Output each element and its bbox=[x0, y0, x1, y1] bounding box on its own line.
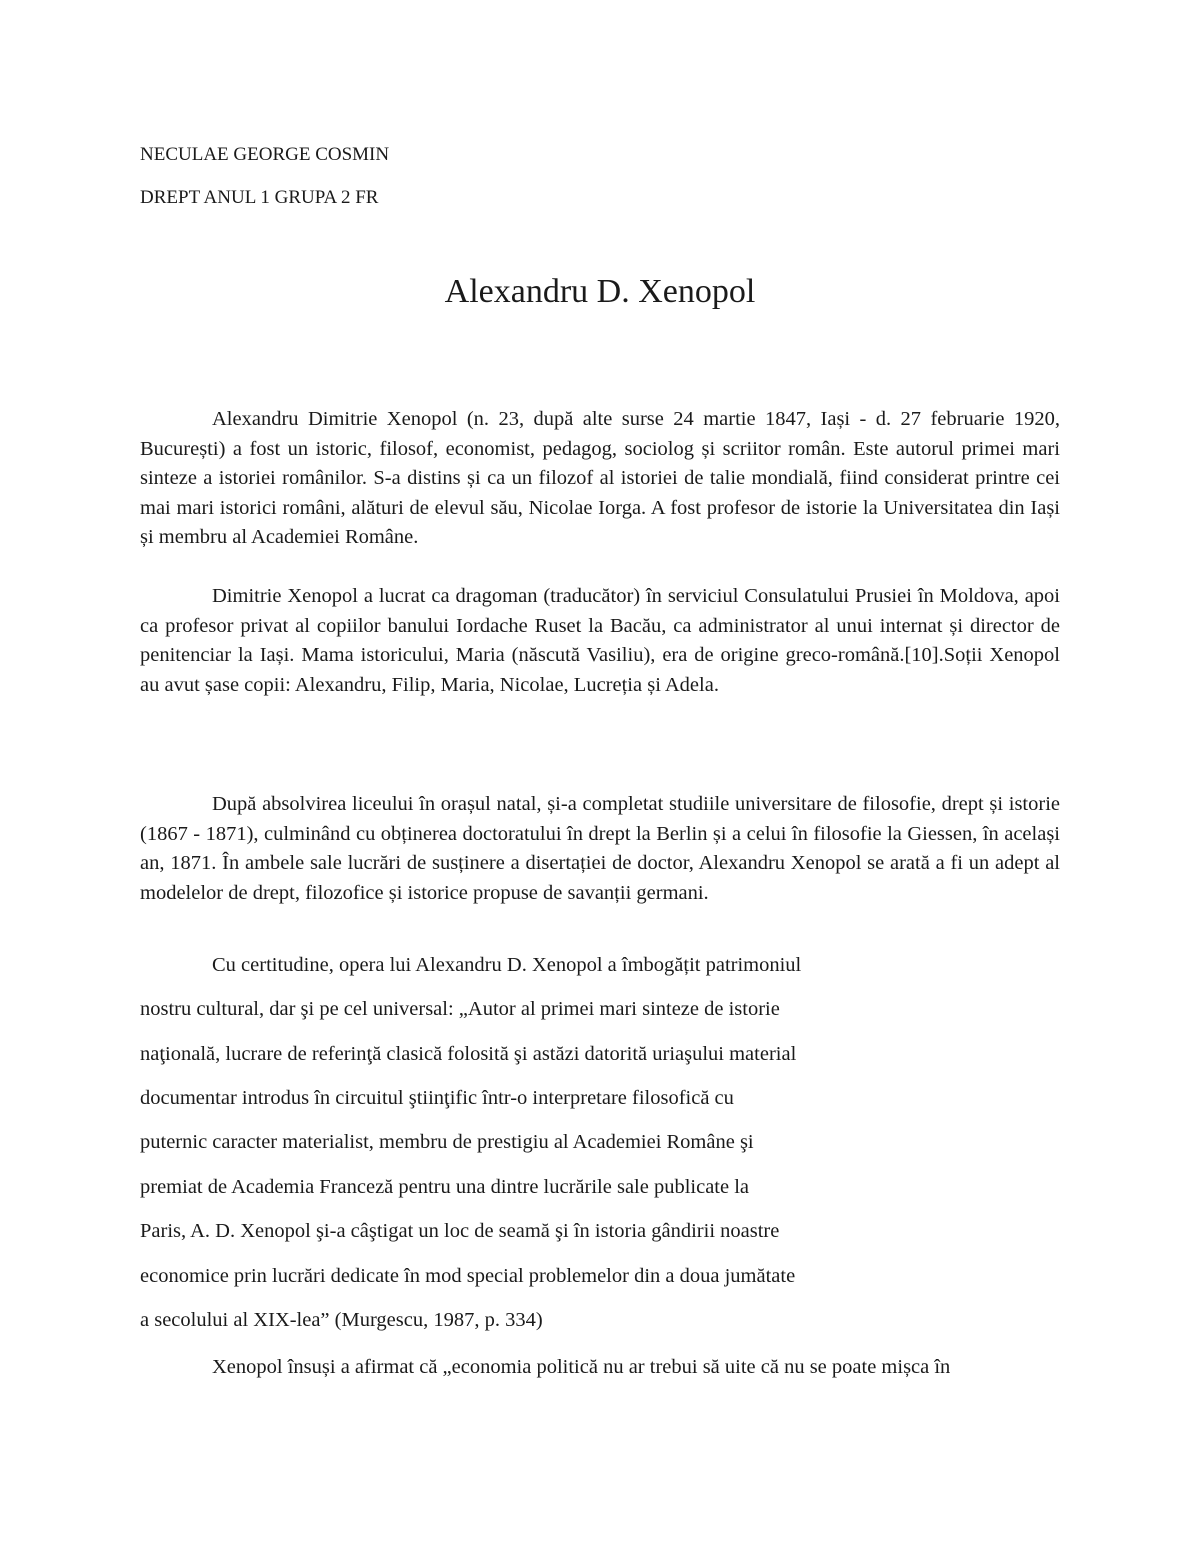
paragraph-last: Xenopol însuși a afirmat că „economia politică nu ar trebui să uite că nu se poate mișca în bbox=[212, 1356, 951, 1378]
paragraph-3: După absolvirea liceului în orașul natal, și-a completat studiile universitare de filosofie, drept și istorie (1867 - 1871), culminând cu obținerea doctoratului în drept la Berlin și a celui în filosofie la Giessen, în același an, 1871. În ambele sale lucrări de susținere a disertației de doctor, Alexandru Xenopol se arată a fi un adept al modelelor de drept, filozofice și istorice propuse de savanții germani. bbox=[140, 793, 1060, 904]
quote-line: Paris, A. D. Xenopol şi-a câştigat un loc de seamă şi în istoria gândirii noastre bbox=[140, 1220, 780, 1242]
class-line: DREPT ANUL 1 GRUPA 2 FR bbox=[140, 187, 379, 208]
author-line: NECULAE GEORGE COSMIN bbox=[140, 144, 390, 165]
document-title: Alexandru D. Xenopol bbox=[444, 273, 756, 310]
quote-line: nostru cultural, dar şi pe cel universal: „Autor al primei mari sinteze de istorie bbox=[140, 998, 780, 1020]
quote-line: puternic caracter materialist, membru de prestigiu al Academiei Române şi bbox=[140, 1131, 754, 1153]
quote-line: documentar introdus în circuitul ştiinţific într-o interpretare filosofică cu bbox=[140, 1087, 734, 1109]
quote-line: economice prin lucrări dedicate în mod special problemelor din a doua jumătate bbox=[140, 1265, 796, 1287]
quote-line: a secolului al XIX-lea” (Murgescu, 1987, p. 334) bbox=[140, 1309, 543, 1331]
quote-line: Cu certitudine, opera lui Alexandru D. Xenopol a îmbogățit patrimoniul bbox=[212, 954, 802, 976]
quote-line: naţională, lucrare de referinţă clasică folosită şi astăzi datorită uriaşului material bbox=[140, 1043, 797, 1065]
paragraph-1: Alexandru Dimitrie Xenopol (n. 23, după alte surse 24 martie 1847, Iași - d. 27 februarie 1920, București) a fost un istoric, filosof, economist, pedagog, sociolog și scriitor român. Este autorul primei mari sinteze a istoriei românilor. S-a distins și ca un filozof al istoriei de talie mondială, fiind considerat printre cei mai mari istorici români, alături de elevul său, Nicolae Iorga. A fost profesor de istorie la Universitatea din Iași și membru al Academiei Române. bbox=[140, 408, 1060, 548]
paragraph-2: Dimitrie Xenopol a lucrat ca dragoman (traducător) în serviciul Consulatului Prusiei în Moldova, apoi ca profesor privat al copiilor banului Iordache Ruset la Bacău, ca administrator al unui internat și director de penitenciar la Iași. Mama istoricului, Maria (născută Vasiliu), era de origine greco-română.[10].Soții Xenopol au avut șase copii: Alexandru, Filip, Maria, Nicolae, Lucreția și Adela. bbox=[140, 585, 1060, 696]
quote-line: premiat de Academia Franceză pentru una dintre lucrările sale publicate la bbox=[140, 1176, 750, 1198]
